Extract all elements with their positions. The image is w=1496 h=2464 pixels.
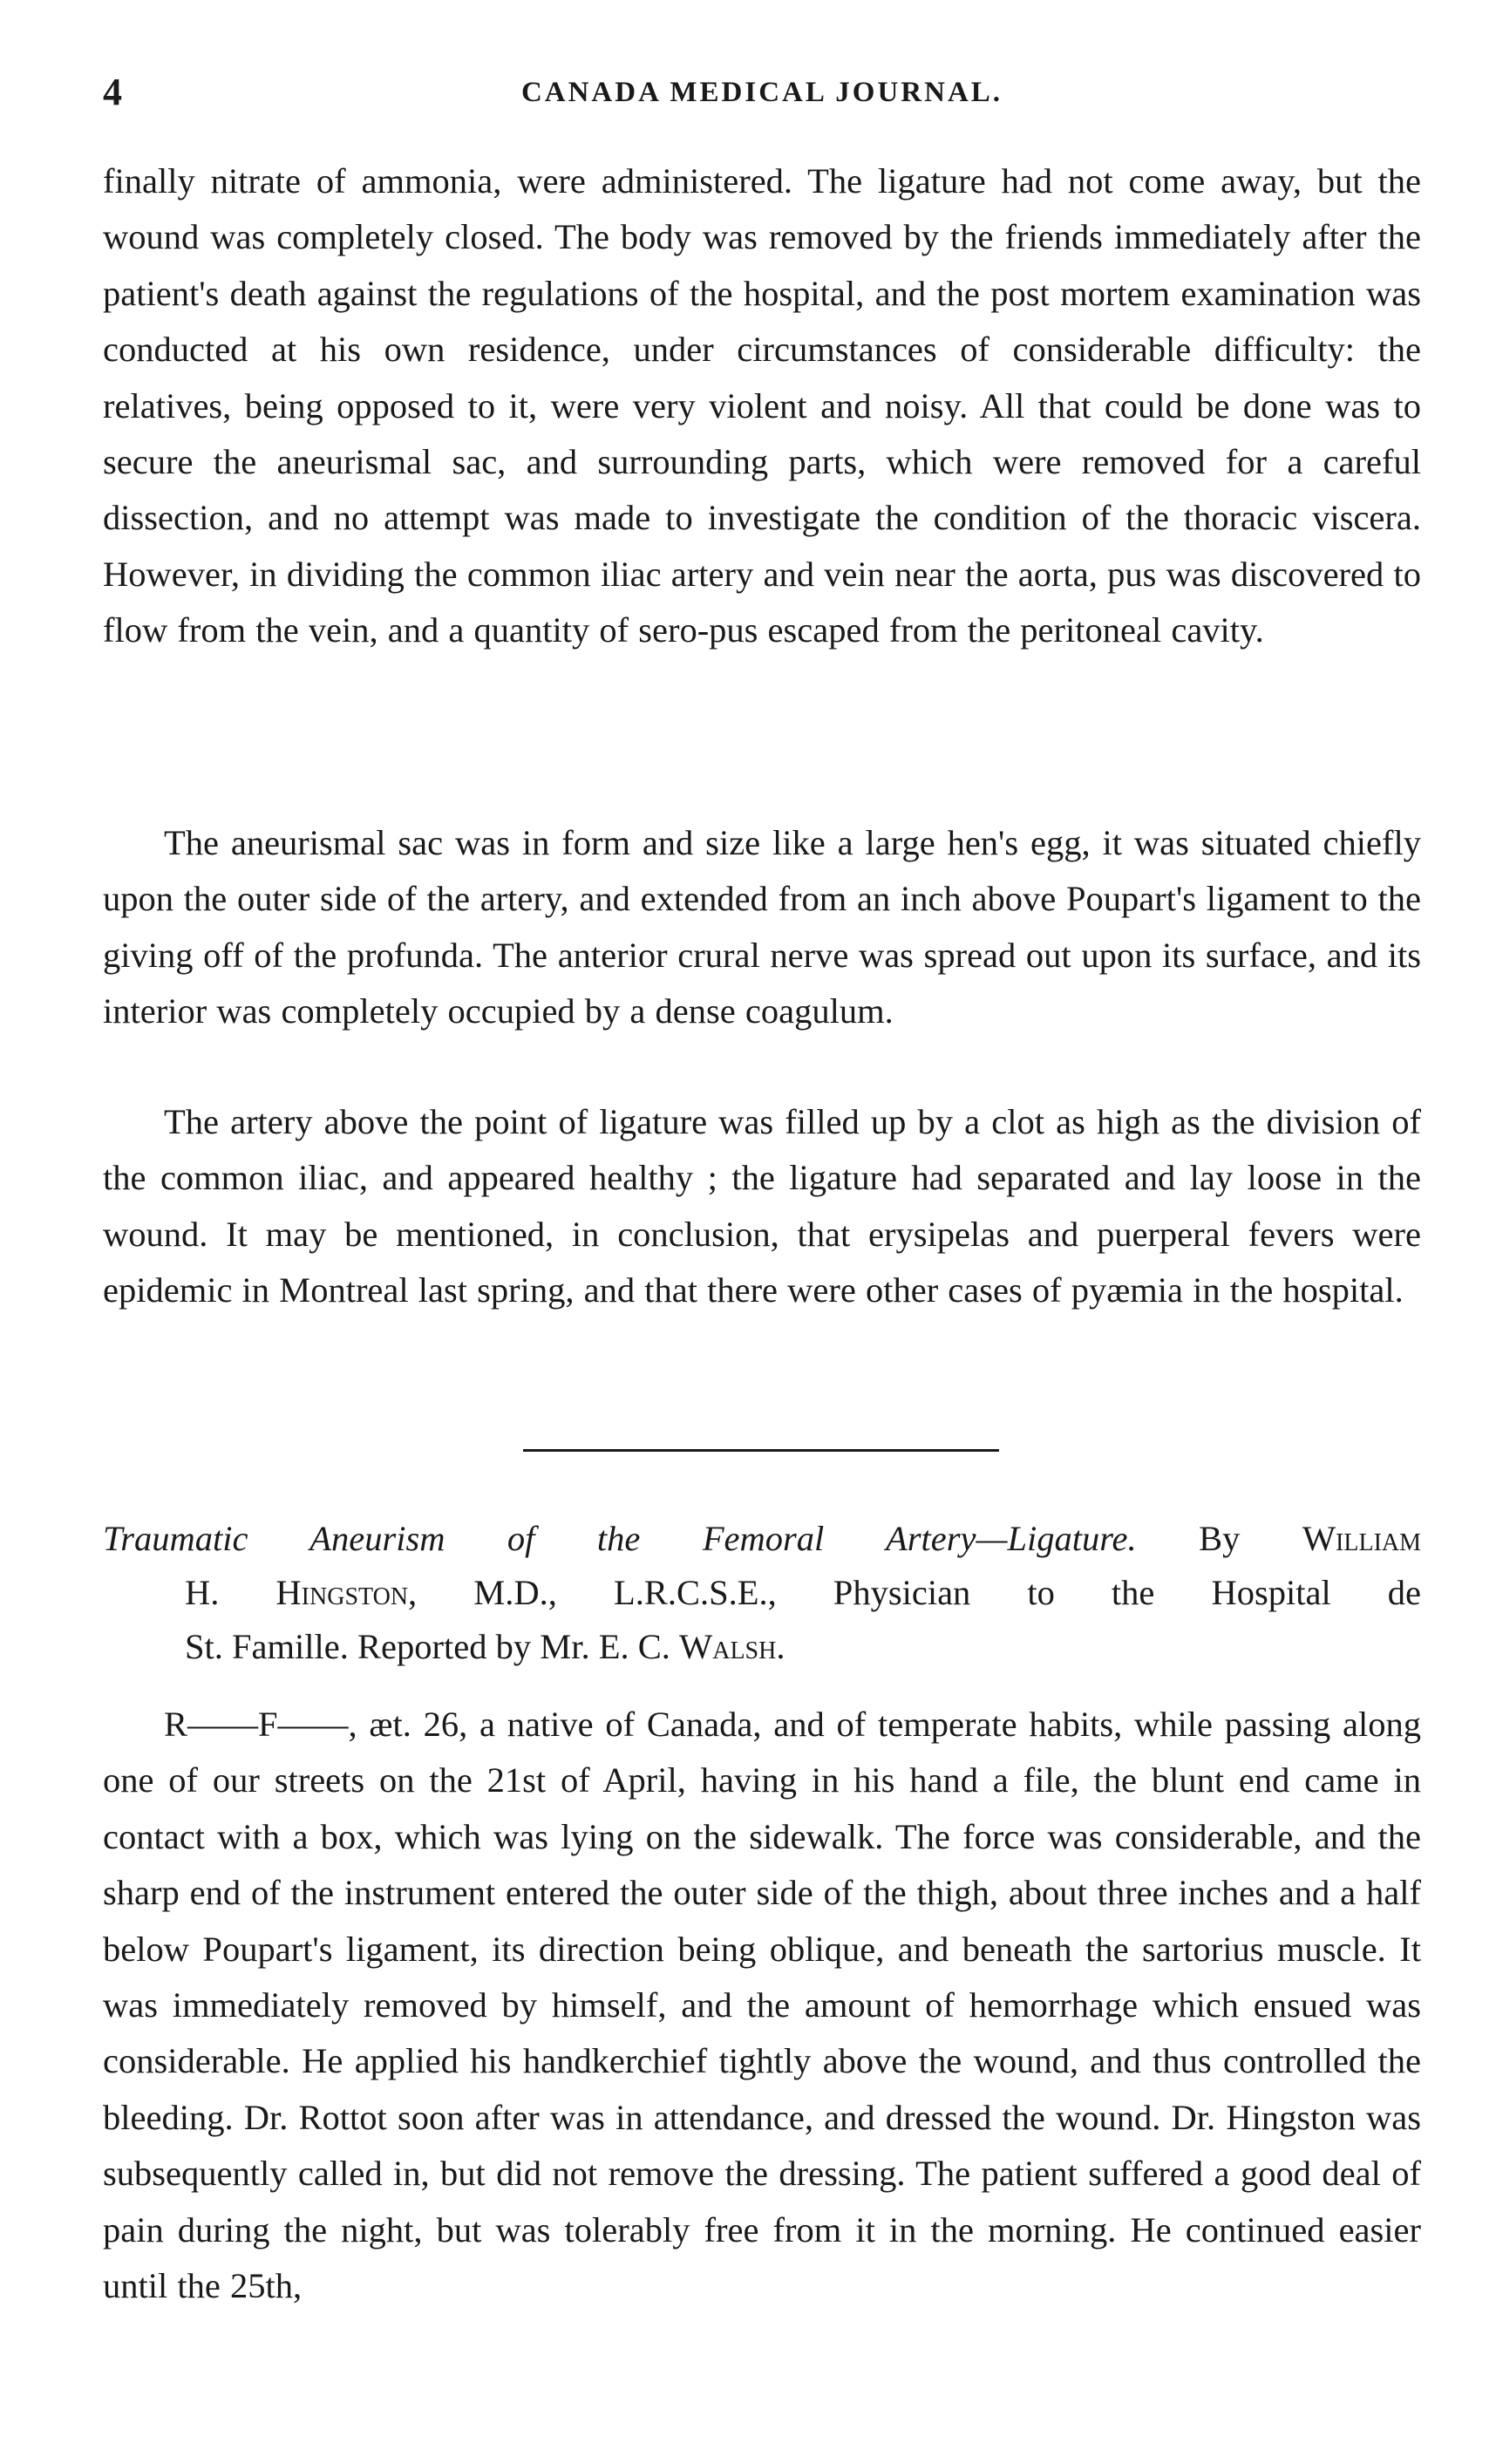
author-first-name: William <box>1302 1519 1422 1558</box>
page-header <box>103 63 1421 124</box>
paragraph-text: finally nitrate of ammonia, were administered. The ligature had not come away, but the wound was completely closed. The body was removed by the friends immediately after the patient's death against the regulations of the hospital, and the post mortem examination was conducted at his own residence, under circumstances of considerable difficulty: the relatives, being opposed to it, were very violent and noisy. All that could be done was to secure the aneurismal sac, and surrounding parts, which were removed for a careful dissection, and no attempt was made to investigate the condition of the thoracic viscera. However, in dividing the common iliac artery and vein near the aorta, pus was discovered to flow from the vein, and a quantity of sero-pus escaped from the peritoneal cavity. <box>103 161 1421 650</box>
page-number: 4 <box>103 71 122 113</box>
reported-by: Reported by Mr. E. C. <box>357 1627 670 1666</box>
section-divider <box>523 1449 999 1452</box>
reporter-line <box>103 1620 1421 1674</box>
paragraph-text: R——F——, æt. 26, a native of Canada, and of temperate habits, while passing along one of our streets on the 21st of April, having in his hand a file, the blunt end came in contact with a box, which was lying on the sidewalk. The force was considerable, and the sharp end of the instrument entered the outer side of the thigh, about three inches and a half below Poupart's ligament, its direction being oblique, and beneath the sartorius muscle. It was immediately removed by himself, and the amount of hemorrhage which ensued was considerable. He applied his handkerchief tightly above the wound, and thus controlled the bleeding. Dr. Rottot soon after was in attendance, and dressed the wound. Dr. Hingston was subsequently called in, but did not remove the dressing. The patient suffered a good deal of pain during the night, but was tolerably free from it in the morning. He continued easier until the 25th, <box>103 1705 1421 2306</box>
journal-title: CANADA MEDICAL JOURNAL. <box>520 77 1003 108</box>
paragraph-aneurismal-sac <box>103 815 1421 1040</box>
article-title: Traumatic Aneurism of the Femoral Artery—Ligature. <box>103 1519 1137 1558</box>
author-name: H. Hingston, <box>185 1573 418 1612</box>
author-line <box>103 1566 1421 1620</box>
paragraph-case-history <box>103 1697 1421 2314</box>
paragraph-postmortem <box>103 153 1421 659</box>
author-credentials: M.D., L.R.C.S.E., Physician to the Hospital de <box>473 1573 1422 1612</box>
author-affiliation: St. Famille. <box>185 1627 349 1666</box>
paragraph-artery-conclusion <box>103 1094 1421 1319</box>
byline-by: By <box>1199 1519 1241 1558</box>
reporter-surname: Walsh. <box>679 1627 785 1666</box>
article-title-line <box>103 1512 1421 1566</box>
paragraph-text: The artery above the point of ligature was filled up by a clot as high as the division of the common iliac, and appeared healthy ; the ligature had separated and lay loose in the wound. It may be mentioned, in conclusion, that erysipelas and puerperal fevers were epidemic in Montreal last spring, and that there were other cases of pyæmia in the hospital. <box>103 1102 1421 1310</box>
paragraph-text: The aneurismal sac was in form and size like a large hen's egg, it was situated chiefly upon the outer side of the artery, and extended from an inch above Poupart's ligament to the giving off of the profunda. The anterior crural nerve was spread out upon its surface, and its interior was completely occupied by a dense coagulum. <box>103 823 1421 1031</box>
article-heading <box>103 1512 1421 1674</box>
